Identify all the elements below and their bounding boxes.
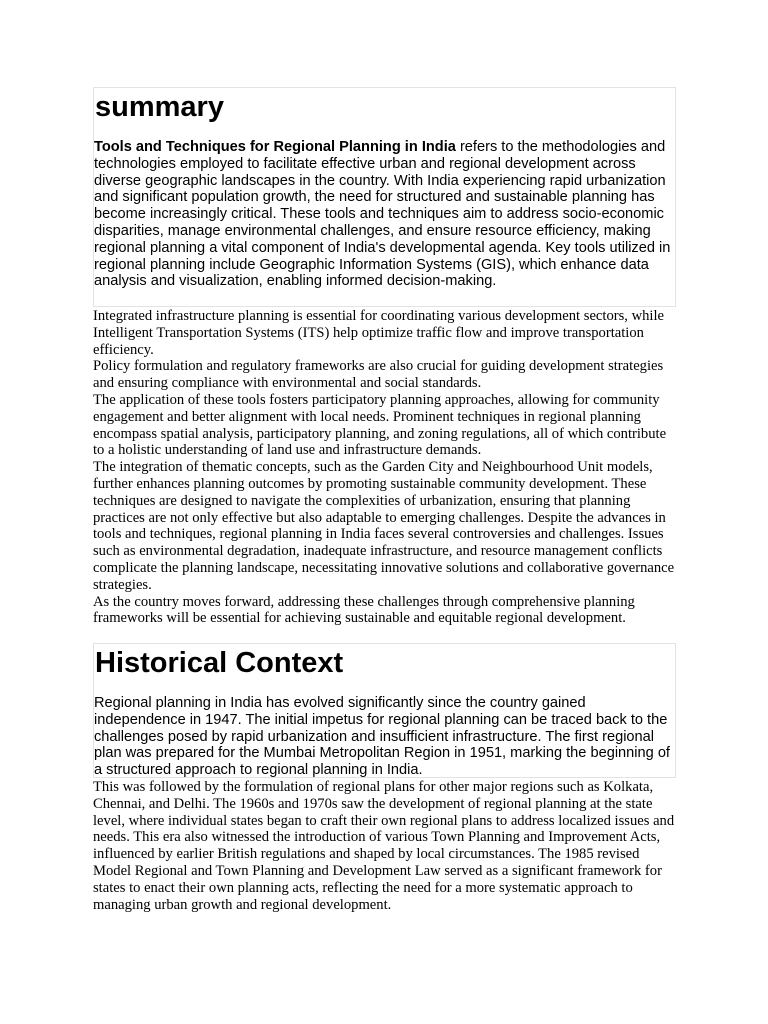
history-paragraph: This was followed by the formulation of regional plans for other major regions such as Kolkata, Chennai, and Delhi. The 1960s and 1970s saw the development of regional planning at the state level, where individual states began to craft their own regional plans to address localized issues and needs. This era also witnessed the introduction of various Town Planning and Improvement Acts, influenced by earlier British regulations and shaped by local circumstances. The 1985 revised Model Regional and Town Planning and Development Law served as a significant framework for states to enact their own planning acts, reflecting the need for a more systematic approach to managing urban growth and regional development. <box>93 779 675 913</box>
history-section-box <box>93 643 676 778</box>
summary-lead-bold: Tools and Techniques for Regional Planning in India <box>94 139 456 155</box>
summary-paragraph: As the country moves forward, addressing these challenges through comprehensive planning frameworks will be essential for achieving sustainable and equitable regional development. <box>93 593 635 627</box>
summary-body <box>93 308 676 627</box>
summary-paragraph: The application of these tools fosters participatory planning approaches, allowing for community engagement and better alignment with local needs. Prominent techniques in regional planning encompass spatial analysis, participatory planning, and zoning regulations, all of which contribute to a holistic understanding of land use and infrastructure demands. <box>93 391 667 459</box>
summary-heading: summary <box>95 91 224 123</box>
summary-paragraph: The integration of thematic concepts, such as the Garden City and Neighbourhood Unit models, further enhances planning outcomes by promoting sustainable community development. These techniques are designed to navigate the complexities of urbanization, ensuring that planning practices are not only effective but also adaptable to emerging challenges. Despite the advances in tools and techniques, regional planning in India faces several controversies and challenges. Issues such as environmental degradation, inadequate infrastructure, and resource management conflicts complicate the planning landscape, necessitating innovative solutions and collaborative governance strategies. <box>93 459 675 593</box>
summary-lead-text: refers to the methodologies and technologies employed to facilitate effective urban and regional development across diverse geographic landscapes in the country. With India experiencing rapid urbanization and significant population growth, the need for structured and sustainable planning has become increasingly critical. These tools and techniques aim to address socio-economic disparities, manage environmental challenges, and ensure resource efficiency, making regional planning a vital component of India's developmental agenda. Key tools utilized in regional planning include Geographic Information Systems (GIS), which enhance data analysis and visualization, enabling informed decision-making. <box>94 139 671 290</box>
history-body <box>93 779 676 913</box>
history-lead-paragraph: Regional planning in India has evolved significantly since the country gained independence in 1947. The initial impetus for regional planning can be traced back to the challenges posed by rapid urbanization and insufficient infrastructure. The first regional plan was prepared for the Mumbai Metropolitan Region in 1951, marking the beginning of a structured approach to regional planning in India. <box>94 695 670 779</box>
summary-lead-paragraph <box>94 139 675 290</box>
summary-paragraph: Policy formulation and regulatory frameworks are also crucial for guiding development strategies and ensuring compliance with environmental and social standards. <box>93 358 664 392</box>
history-heading: Historical Context <box>95 647 344 679</box>
summary-section-box <box>93 87 676 307</box>
summary-paragraph: Integrated infrastructure planning is essential for coordinating various development sectors, while Intelligent Transportation Systems (ITS) help optimize traffic flow and improve transportation efficiency. <box>93 308 665 358</box>
